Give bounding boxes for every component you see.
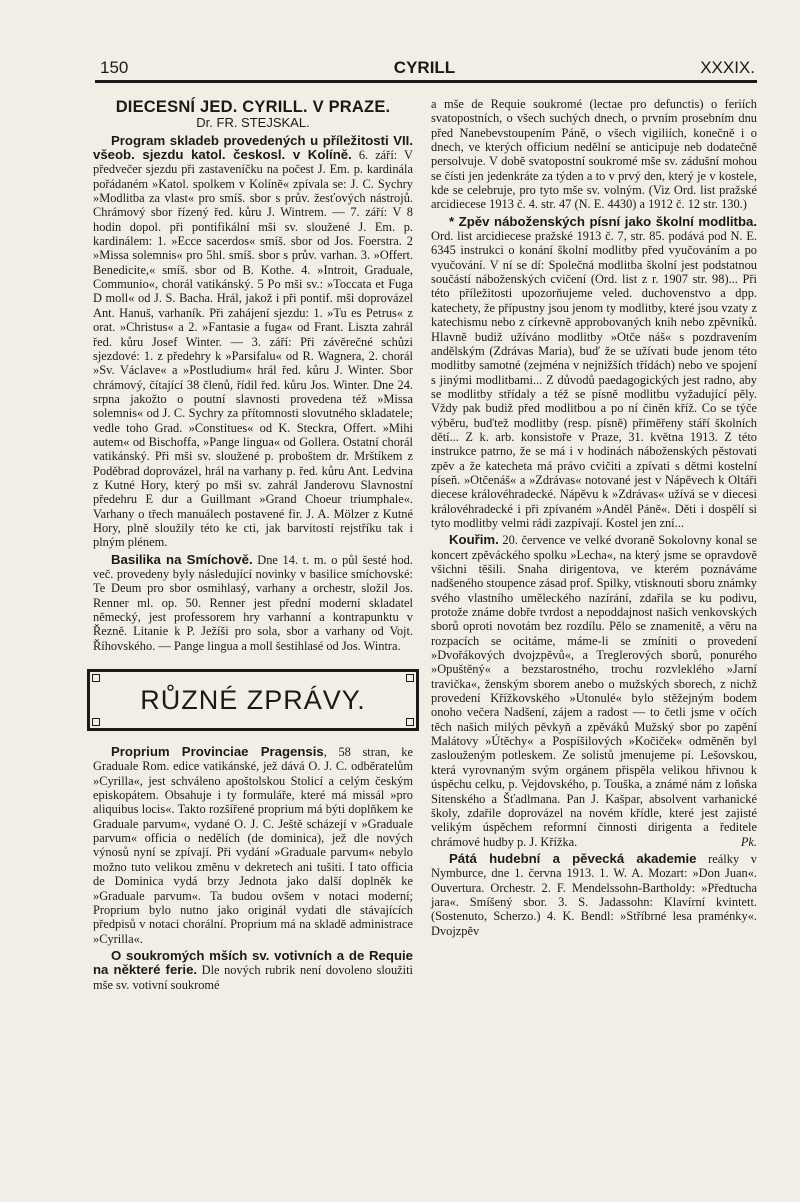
article-program-kolin <box>93 134 413 550</box>
section-banner <box>87 669 419 731</box>
article-text: Dne 14. t. m. o půl šesté hod. več. provedeny byly následující novinky v basilice smíchovské: Te Deum pro sbor osmihlasý, varhany a orchestr, složil Jos. Renner ml. op. 50. Renner jest přední moderní skladatel německý, jest professorem hry varhanní a kontrapunktu v Řezně. Litanie k P. Ježíši pro sola, sbor a varhany od Vojt. Říhovského. — Pange lingua a moll šestihlasé od Jos. Wintra. <box>93 552 413 653</box>
corner-square-icon <box>92 674 100 682</box>
article-heading: Pátá hudební a pěvecká akademie <box>449 850 697 866</box>
section-title: DIECESNÍ JED. CYRILL. V PRAZE. <box>115 98 391 116</box>
article-soukrome-mse <box>93 949 413 992</box>
article-basilika <box>93 553 413 653</box>
corner-square-icon <box>406 718 414 726</box>
article-proprium <box>93 745 413 946</box>
author: Dr. FR. STEJSKAL. <box>196 115 310 131</box>
corner-square-icon <box>92 718 100 726</box>
article-text: a mše de Requie soukromé (lectae pro defunctis) o feriích svatopostních, o všech suchých dnech, o prvním prosebním dnu před Nanebevstoupením Páně, o všech vigiliích, konečně i o dnech, ve kterých officium nedělní se anticipuje neb dodatečně persolvuje. V době svatopostní soukromé mše sv. zádušní mohou se čísti jen jedenkráte za týden a to v prvý den, který je v kostele, kde se celebruje, pro tyto mše sv. volným. (Viz Ord. list pražské arcidiecese 1913 č. 4. str. 47 (N. E. 4430) a 1912 č. 12 str. 130.) <box>431 97 757 212</box>
article-heading: Basilika na Smíchově. <box>111 551 253 567</box>
article-heading: * Zpěv náboženských písní jako školní modlitba. <box>449 213 757 229</box>
header-rule <box>95 80 757 83</box>
article-text: reálky v Nymburce, dne 1. června 1913. 1. W. A. Mozart: »Don Juan«. Ouvertura. Orchestr. 2. F. Mendelssohn-Bartholdy: »Předtucha jara«. Smíšený sbor. 3. S. Jadassohn: Klavírní kvintett. (Sostenuto, Scherzo.) 4. K. Bendl: »Stříbrné lesa praménky«. Dvojzpěv <box>431 851 757 938</box>
article-heading: O soukromých mších sv. votivních a de Requie na některé ferie. <box>93 947 413 978</box>
right-column <box>431 97 757 941</box>
article-kourim <box>431 533 757 849</box>
section-banner-title: RŮZNÉ ZPRÁVY. <box>140 684 366 715</box>
article-heading: Kouřim. <box>449 532 499 548</box>
article-zpev-pisni <box>431 215 757 531</box>
article-text: Ord. list arcidiecese pražské 1913 č. 7, str. 85. podává pod N. E. 6345 instrukci o konání školní modlitby před vyučováním a po vyučování. V ní se dí: Společná modlitba školní jest podstatnou součástí náboženských cvičení (Ord. list z r. 1907 str. 98)... Při této příležitosti upozorňujeme veled. duchovenstvo a dpp. katechety, že přípustny jsou jenom ty modlitby, které jsou vzaty z katechismu nebo z církevně approbovaných knih nebo zpěvníků. Hlavně budiž užíváno modlitby »Otče náš« s pozdravením andělským (Zdrávas Maria), buď že se užívati bude jenom této modlitby samotné (zejména v nejnižších třídách) nebo ve spojení s jinými modlitbami... Z důvodů paedagogických jest radno, aby se modlitby střídaly a též se písně modlitbu vyžadující pěly. Vždy pak budiž před modlitbou a po ní činěn kříž. Co se týče výběru, buďtež modlitby (resp. písně) přiměřeny stáří školních dětí... Z k. arb. konsistoře v Praze, 31. května 1913. Z této instrukce patrno, že se má i v hodinách náboženských pěstovati zpěv a že katecheta má právo cvičiti a zpívati s dětmi kostelní píseň. »Otčenáš« a »Zdrávas« notované jest v Nápěvech k Oltáři diecese královéhradecké. Nápěvu k »Zdrávas« užívá se v diecesi královéhradecké i při zpívaném »Anděl Páně«. Děti i dospělí si tyto modlitby velmi rádi zazpívají. Kostel jen zní... <box>431 229 757 530</box>
article-heading: Proprium Provinciae Pragensis <box>111 744 324 760</box>
article-continuation <box>431 97 757 212</box>
article-text: Dle nových rubrik není dovoleno sloužiti mše sv. votivní soukromé <box>93 963 413 992</box>
article-akademie <box>431 852 757 938</box>
article-heading: Program skladeb provedených u příležitosti VII. všeob. sjezdu katol. českosl. v Kolíně. <box>93 132 413 163</box>
corner-square-icon <box>406 674 414 682</box>
left-column <box>93 96 413 995</box>
article-text: 20. července ve velké dvoraně Sokolovny konal se koncert zpěváckého spolku »Lecha«, na který jsme se opravdově všichni těšili. Snaha dirigentova, ve kterém poznáváme nadšeného stoupence zásad prof. Spilky, vtisknouti sboru známky svého vlastního uměleckého nazírání, zdařila se ku podivu, protože známe dobře tvrdost a nepoddajnost našich venkovských sborů oproti novotám bez rozdílu. Pělo se znamenitě, a věru na rozpacích se ocitáme, máme-li se zmíniti o provedení »Dvořákových dvojzpěvů«, a Treglerových sborů, ponurého »Opuštěný« a bezstarostného, trochu rozvleklého »Jarní travička«, ženským sborem anebo o mužských sborech, z nichž provedení Křížkovského »Utonulé« bylo stěžejným bodem onoho večera Nadšení, zájem a radost — to četli jsme v očích těch našich milých pěvkyň a zpěváků Mužský sbor po zapění Malátovy »Útěchy« a Pospíšilových »Kočiček« odměněn byl zaslouženým potleskem. Ze solistů jmenujeme pí. Lešovskou, která vyrovnaným svým orgánem přispěla velikou hřivnou k úspěchu celku, p. Vejdovského, p. Touška, a známé nám z loňska Sitenského a Šťadlmana. Pan J. Kašpar, absolvent varhanické školy, zdařile doprovázel na novém křídle, které jest zajisté velikým úspěchem reformní činnosti dirigenta a ředitele chrámové hudby p. J. Křížka. <box>431 533 757 849</box>
page-number: 150 <box>100 58 129 77</box>
volume-number: XXXIX. <box>700 58 755 77</box>
article-text: , 58 stran, ke Graduale Rom. edice vatikánské, jež dává O. J. C. odběratelům »Cyrilla«, jest schváleno apoštolskou Stolicí a celým českým episkopátem. Obsahuje i ty formuláře, které má missál »pro aliquibus locis«. Takto rozšířené proprium má býti doplňkem ke Graduale parvum«, vydané O. J. C. Ještě scházejí v »Graduale parvum« officia o nedělích (de dominica), jež dle nových výnosů nyní se zpívají. Při vydání »Graduale parvum« nebylo možno tuto velikou změnu v dekretech ani tušiti. I tato officia de Dominica vydá brzy Jednota jako další doplněk ke »Graduale parvum«. Ta budou ovšem v notaci moderní; Proprium bylo nutno jako originál vydati dle stávajících předpisů v notaci chorální. Proprium má na skladě administrace »Cyrilla«. <box>93 745 413 946</box>
article-text: 6. září: V předvečer sjezdu při zastaveníčku na počest J. Em. p. kardinála pořádaném »Katol. spolkem v Kolíně« zpívala se: J. C. Sychry »Modlitba za vlast« pro smíš. sbor s prův. žesťových nástrojů. Chrámový sbor řízený řed. kůru J. Wintrem. — 7. září: V 8 hodin dopol. při pontifikální mši sv. sloužené J. Em. p. kardinálem: 1. »Ecce sacerdos« smíš. sbor od Jos. Foerstra. 2 »Missa solemnis« pro 5hl. smíš. sbor s prův. varhan. 3. »Offert. Benedicite,« smíš. sbor od B. Kothe. 4. »Introit, Graduale, Communio«, chorál vatikánský. 5 Po mši sv.: »Toccata et Fuga D moll« od J. S. Bacha. Hrál, jakož i při pontif. mši doprovázel Ant. Hanuš, varhaník. Při zahájení sjezdu: 1. »Tu es Petrus« z orat. »Christus« a 2. »Fantasie a fuga« od Frant. Liszta zahrál řed. kůru Josef Winter. — 3. září: Při závěrečné schůzi sjezdové: 1. z předehry k »Parsifalu« od R. Wagnera, 2. chorál »Sv. Václave« a »Postludium« hrál řed. kůru J. Winter. Sbor chrámový, čítající 38 členů, řídil řed. kůru Jos. Winter. Dne 24. srpna jakožto o poutní slavnosti provedena též »Missa solemnis« od J. C. Sychry za přítomnosti slovutného skladatele; vedle toho Grad. »Constitues« od K. Steckra, Offert. »Mihi autem« od Bischoffa, »Pange lingua« od Gollera. Ostatní chorál vatikánský. Při mši sv. sloužené p. proboštem dr. Mrštíkem z Poděbrad doprovázel, hrál na varhany p. řed. kůru Ant. Ledvina z Kutné Hory, který po mši sv. zahrál Janderovu Slavnostní předehru E dur a Guillmant »Grand Choeur triumphale«. Varhany o třech manuálech postavené fir. J. A. Mölzer z Kutné Hory, plně sloužily této ke cti, jak barvitostí rejstříku tak i plným plénem. <box>93 148 413 550</box>
running-header <box>92 58 757 82</box>
signature: Pk. <box>740 834 757 849</box>
journal-title: CYRILL <box>393 58 456 77</box>
